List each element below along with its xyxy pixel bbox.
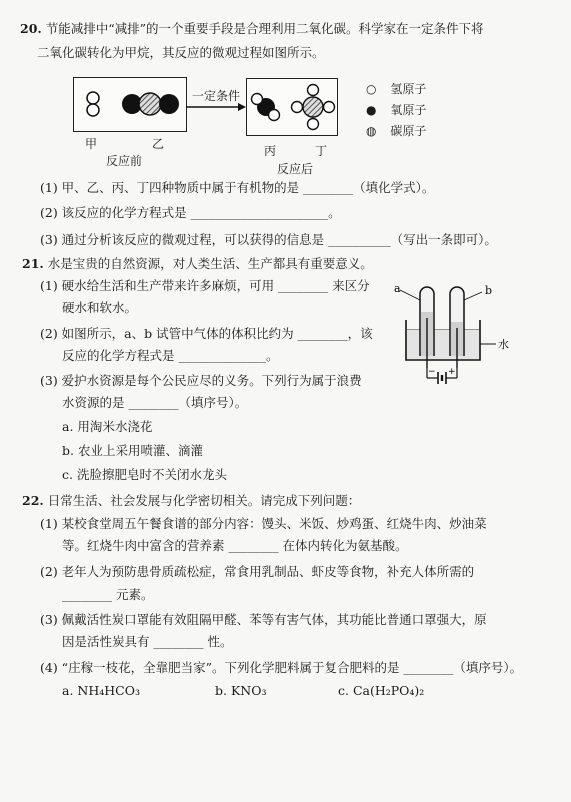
- molecule-jia: [87, 92, 99, 116]
- q21-intro-text: 水是宝贵的自然资源，对人类生活、生产都具有重要意义。: [47, 256, 373, 271]
- q22-sub4: (4) “庄稼一枝花，全靠肥当家”。下列化学肥料属于复合肥料的是 ________（填序号）。: [40, 660, 523, 675]
- tube-a-label: a: [394, 282, 401, 295]
- q21-sub1a: (1) 硬水给生活和生产带来许多麻烦，可用 ________ 来区分: [40, 278, 370, 293]
- q20-number: 20.: [20, 21, 42, 36]
- q22-sub2b: ________ 元素。: [62, 587, 154, 602]
- label-yi: 乙: [152, 137, 165, 151]
- legend-hydrogen-label: 氢原子: [390, 82, 427, 96]
- molecule-ding: [292, 85, 335, 130]
- minus-sign: −: [428, 367, 436, 377]
- q22-intro-line: [22, 493, 360, 509]
- tube-b-label: b: [485, 284, 493, 297]
- q21-option-c: c. 洗脸擦肥皂时不关闭水龙头: [62, 467, 227, 482]
- reaction-before-box: [73, 77, 187, 132]
- q21-option-a: a. 用淘米水浇花: [62, 419, 153, 434]
- reactants-molecules: [74, 78, 186, 131]
- legend-oxygen-icon: ●: [366, 103, 377, 117]
- q22-sub3b: 因是活性炭具有 ________ 性。: [62, 634, 233, 649]
- products-molecules: [247, 79, 337, 135]
- q21-option-b: b. 农业上采用喷灌、滴灌: [62, 443, 203, 458]
- q22-option-b: b. KNO₃: [215, 683, 267, 698]
- label-after: 反应后: [277, 162, 314, 176]
- q22-sub3a: (3) 佩戴活性炭口罩能有效阻隔甲醛、苯等有害气体，其功能比普通口罩强大，原: [40, 612, 487, 627]
- q20-sub3: (3) 通过分析该反应的微观过程，可以获得的信息是 __________（写出一条即可）。: [40, 232, 497, 247]
- reaction-arrow: [186, 102, 246, 112]
- q20-sub1: (1) 甲、乙、丙、丁四种物质中属于有机物的是 ________（填化学式）。: [40, 180, 435, 195]
- label-bing: 丙: [264, 144, 277, 158]
- q21-sub1b: 硬水和软水。: [62, 300, 138, 315]
- electrolysis-apparatus: [392, 278, 512, 388]
- q22-option-a: a. NH₄HCO₃: [62, 683, 140, 698]
- q21-sub2a: (2) 如图所示，a、b 试管中气体的体积比约为 ________，该: [40, 326, 373, 341]
- legend-oxygen-label: 氧原子: [390, 103, 427, 117]
- reaction-condition: 一定条件: [192, 89, 241, 103]
- q22-sub1a: (1) 某校食堂周五午餐食谱的部分内容：馒头、米饭、炒鸡蛋、红烧牛肉、炒油菜: [40, 516, 487, 531]
- q20-intro-line2: 二氧化碳转化为甲烷，其反应的微观过程如图所示。: [37, 45, 325, 60]
- q20-sub2: (2) 该反应的化学方程式是 ______________________。: [40, 205, 341, 220]
- molecule-bing: [252, 94, 280, 121]
- q20-intro-text1: 节能减排中“减排”的一个重要手段是合理利用二氧化碳。科学家在一定条件下将: [45, 21, 484, 36]
- plus-sign: +: [448, 367, 456, 377]
- legend-oxygen: [366, 103, 426, 118]
- q21-sub2b: 反应的化学方程式是 ______________。: [62, 348, 279, 363]
- q22-number: 22.: [22, 493, 44, 508]
- label-ding: 丁: [315, 144, 328, 158]
- legend-carbon-icon: ◍: [366, 124, 377, 138]
- legend-carbon: [366, 124, 426, 139]
- q22-intro-text: 日常生活、社会发展与化学密切相关。请完成下列问题：: [47, 493, 361, 508]
- diagram-legend: [366, 82, 426, 139]
- q21-number: 21.: [22, 256, 44, 271]
- q20-intro-line1: [20, 21, 484, 37]
- reaction-after-box: [246, 78, 338, 136]
- q21-sub3a: (3) 爱护水资源是每个公民应尽的义务。下列行为属于浪费: [40, 373, 362, 388]
- legend-hydrogen-icon: ○: [366, 82, 377, 96]
- label-jia: 甲: [85, 137, 98, 151]
- legend-hydrogen: [366, 82, 426, 97]
- q21-intro-line: [22, 256, 373, 272]
- q22-option-c: c. Ca(H₂PO₄)₂: [338, 683, 425, 698]
- q22-sub1b: 等。红烧牛肉中富含的营养素 ________ 在体内转化为氨基酸。: [62, 538, 408, 553]
- label-before: 反应前: [106, 154, 143, 168]
- molecule-yi: [122, 93, 179, 115]
- water-label: 水: [498, 338, 509, 351]
- q21-sub3b: 水资源的是 ________（填序号）。: [62, 395, 248, 410]
- q22-sub2a: (2) 老年人为预防患骨质疏松症，常食用乳制品、虾皮等食物，补充人体所需的: [40, 564, 475, 579]
- legend-carbon-label: 碳原子: [390, 124, 427, 138]
